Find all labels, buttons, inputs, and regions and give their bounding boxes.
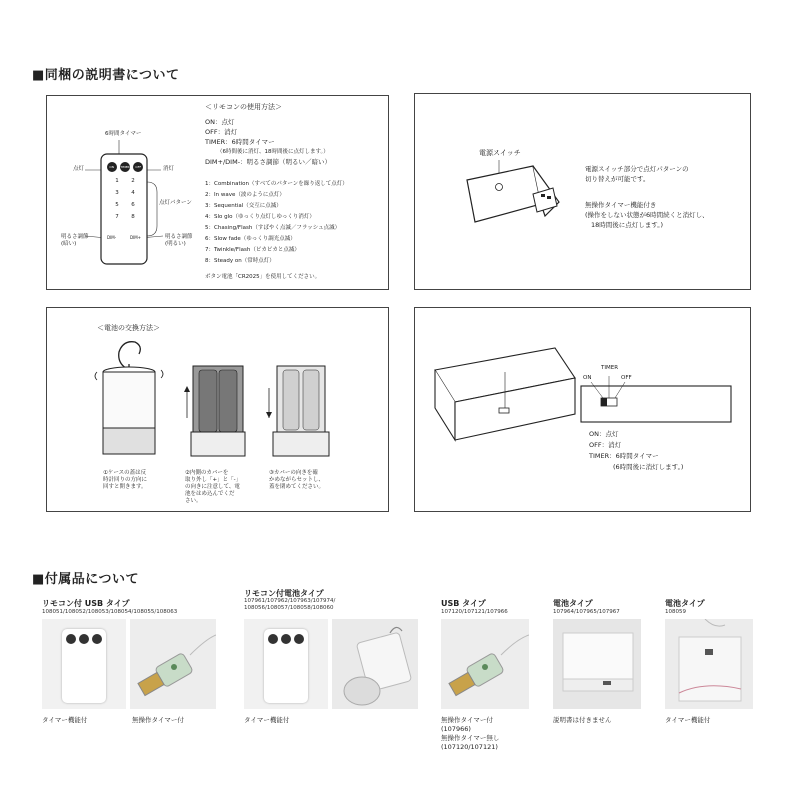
box-line-timer: TIMER：6時間タイマー xyxy=(589,452,659,460)
box-line-timer-note: (6時間後に消灯します。) xyxy=(613,463,684,471)
acc-5-codes: 108059 xyxy=(665,609,686,615)
acc-2-battery-case-photo xyxy=(332,619,418,709)
line-timer: TIMER：6時間タイマー xyxy=(205,138,275,146)
remote-on-button: ON xyxy=(107,162,117,172)
remote-btn-2: 2 xyxy=(131,178,135,184)
round-button-icon xyxy=(268,634,278,644)
remote-btn-5: 5 xyxy=(115,202,119,208)
usb-line-1: 電源スイッチ部分で点灯パターンの xyxy=(585,165,689,173)
usb-timer-line-2: (操作をしない状態が6時間続くと消灯し、 xyxy=(585,211,709,219)
remote-shape xyxy=(62,629,106,703)
usb-timer-line-1: 無操作タイマー機能付き xyxy=(585,201,657,209)
battery-step-2: ②内側のカバーを 取り外し「+」と「-」 の向きに注意して、電 池をはめ込んでくだ さい。 xyxy=(185,470,242,504)
usb-plug-icon xyxy=(441,619,529,709)
remote-btn-7: 7 xyxy=(115,214,119,220)
acc-4-caption-1: 説明書は付きません xyxy=(553,716,612,724)
battery-box-icon xyxy=(665,619,753,709)
acc-5-heading: 電池タイプ xyxy=(665,599,705,608)
battery-box-icon xyxy=(553,619,641,709)
remote-diagram xyxy=(47,96,390,291)
usb-plug-icon xyxy=(130,619,216,709)
callout-on: 点灯 xyxy=(73,166,85,172)
remote-dim-buttons xyxy=(107,234,141,241)
round-button-icon xyxy=(79,634,89,644)
remote-btn-1: 1 xyxy=(115,178,119,184)
remote-top-row xyxy=(268,634,304,644)
mode-5: 5：Chasing/Flash（すばやく点滅／フラッシュ点滅） xyxy=(205,225,341,231)
mode-7: 7：Twinkle/Flash（ピカピカと点滅） xyxy=(205,247,300,253)
battery-case-icon xyxy=(332,619,418,709)
acc-1-codes: 108051/108052/108053/108054/108055/108063 xyxy=(42,609,178,615)
battery-replace-panel xyxy=(46,307,389,512)
acc-3-heading: USB タイプ xyxy=(441,599,486,608)
remote-dim-minus: DIM- xyxy=(107,235,117,240)
box-on-label: ON xyxy=(583,375,592,381)
acc-5-caption-1: タイマー機能付 xyxy=(665,716,711,724)
usb-switch-label: 電源スイッチ xyxy=(479,149,521,157)
remote-usage-panel xyxy=(46,95,389,290)
callout-pattern: 点灯パターン xyxy=(159,200,192,206)
battery-box-switch-panel xyxy=(414,307,751,512)
acc-5-battery-box-photo xyxy=(665,619,753,709)
line-on: ON：点灯 xyxy=(205,118,235,126)
section-title-manual: ■同梱の説明書について xyxy=(32,68,180,83)
round-button-icon xyxy=(281,634,291,644)
mode-2: 2：In wave（波のように点灯） xyxy=(205,192,285,198)
box-line-on: ON：点灯 xyxy=(589,430,619,438)
usb-stick-diagram xyxy=(415,94,752,291)
round-button-icon xyxy=(92,634,102,644)
acc-1-caption-1: タイマー機能付 xyxy=(42,716,88,724)
mode-1: 1：Combination（すべてのパターンを繰り返して点灯） xyxy=(205,181,348,187)
battery-box-diagram xyxy=(415,308,752,513)
remote-off-button: OFF xyxy=(133,162,143,172)
section-title-accessories: ■付属品について xyxy=(32,572,140,587)
acc-3-caption-1: 無操作タイマー付 (107966) 無操作タイマー無し (107120/107121) xyxy=(441,716,500,751)
acc-1-heading: リモコン付 USB タイプ xyxy=(42,599,130,608)
remote-usage-heading: ＜リモコンの使用方法＞ xyxy=(205,103,282,111)
mode-8: 8：Steady on（常時点灯） xyxy=(205,258,275,264)
acc-1-caption-2: 無操作タイマー付 xyxy=(132,716,184,724)
remote-dim-plus: DIM+ xyxy=(129,235,141,240)
mode-3: 3：Sequential（交互に点滅） xyxy=(205,203,282,209)
mode-4: 4：Slo glo（ゆっくり点灯しゆっくり消灯） xyxy=(205,214,315,220)
acc-4-heading: 電池タイプ xyxy=(553,599,593,608)
acc-2-caption-1: タイマー機能付 xyxy=(244,716,290,724)
callout-off: 消灯 xyxy=(163,166,175,172)
battery-heading: ＜電池の交換方法＞ xyxy=(97,324,160,332)
callout-timer: 6時間タイマー xyxy=(105,131,142,137)
remote-btn-4: 4 xyxy=(131,190,135,196)
acc-3-codes: 107120/107121/107966 xyxy=(441,609,508,615)
acc-2-heading: リモコン付電池タイプ xyxy=(244,589,324,598)
usb-switch-panel xyxy=(414,93,751,290)
remote-shape xyxy=(264,629,308,703)
remote-btn-8: 8 xyxy=(131,214,135,220)
remote-btn-6: 6 xyxy=(131,202,135,208)
acc-3-usb-photo xyxy=(441,619,529,709)
acc-4-codes: 107964/107965/107967 xyxy=(553,609,620,615)
battery-step-3: ③カバーの向きを確 かめながらセットし、 蓋を閉めてください。 xyxy=(269,470,325,490)
mode-6: 6：Slow fade（ゆっくり調光点滅） xyxy=(205,236,296,242)
acc-4-battery-box-photo xyxy=(553,619,641,709)
callout-dim-dark: 明るさ調節 (暗い) xyxy=(61,234,89,247)
usb-timer-line-3: 18時間後に点灯します。) xyxy=(591,221,664,229)
box-off-label: OFF xyxy=(621,375,632,381)
callout-dim-bright: 明るさ調節 (明るい) xyxy=(165,234,193,247)
acc-1-usb-photo xyxy=(130,619,216,709)
acc-2-codes: 107961/107962/107963/107974/ 108056/108057/108058/108060 xyxy=(244,598,336,611)
acc-1-remote-photo xyxy=(42,619,126,709)
line-timer-note: （6時間後に消灯、18時間後に点灯します。） xyxy=(217,149,329,155)
box-line-off: OFF：消灯 xyxy=(589,441,622,449)
remote-top-row xyxy=(66,634,102,644)
acc-2-remote-photo xyxy=(244,619,328,709)
round-button-icon xyxy=(294,634,304,644)
line-dim: DIM+/DIM-：明るさ調節（明るい／暗い） xyxy=(205,158,332,166)
round-button-icon xyxy=(66,634,76,644)
remote-btn-3: 3 xyxy=(115,190,119,196)
battery-step-1: ①ケースの蓋は反 時計回りの方向に 回すと開きます。 xyxy=(103,470,148,490)
battery-note: ボタン電池「CR2025」を使用してください。 xyxy=(205,274,321,280)
usb-line-2: 切り替えが可能です。 xyxy=(585,175,650,183)
line-off: OFF：消灯 xyxy=(205,128,238,136)
remote-number-buttons xyxy=(109,178,141,221)
box-timer-label: TIMER xyxy=(601,365,619,371)
remote-top-buttons xyxy=(105,162,145,172)
remote-timer-button: TIMER xyxy=(120,162,130,172)
